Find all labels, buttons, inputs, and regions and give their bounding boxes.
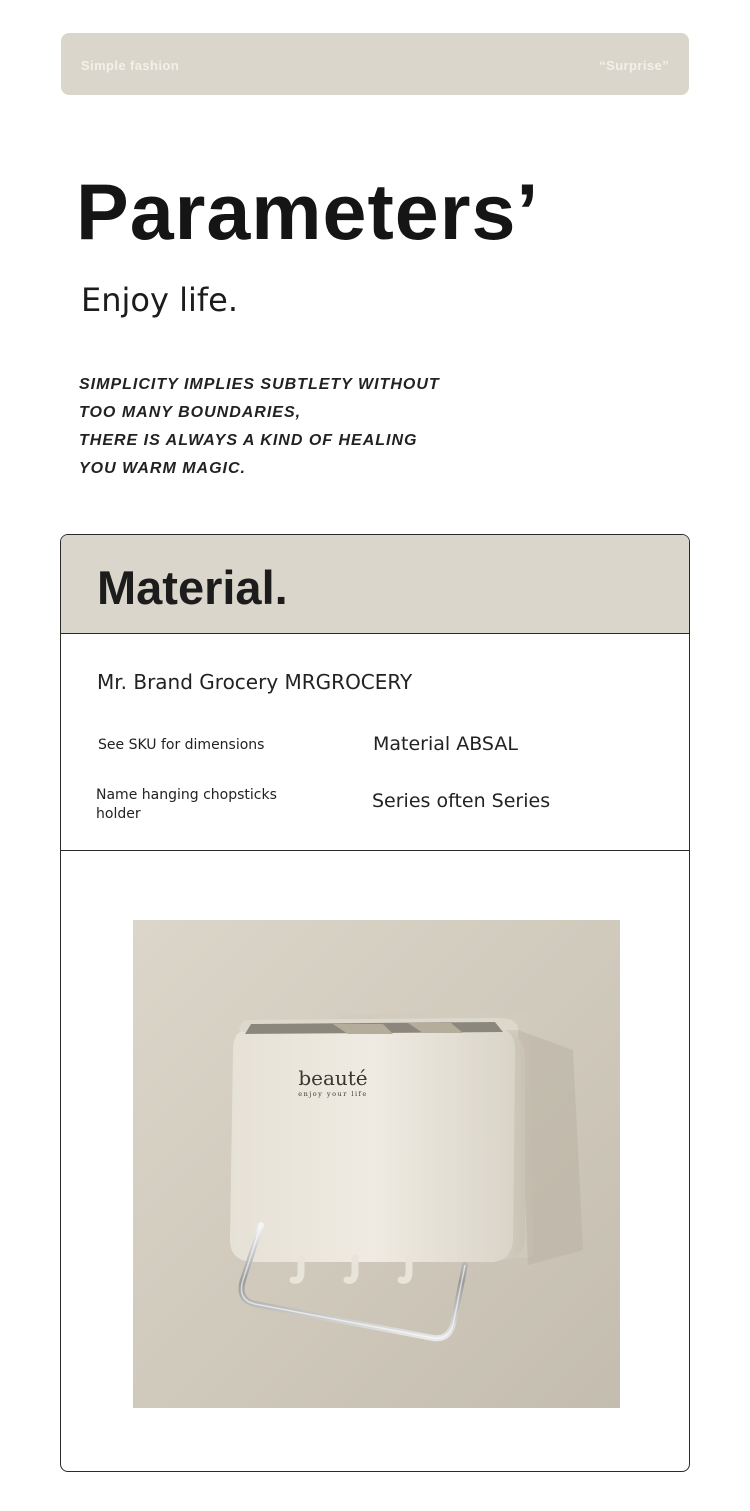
- param-series: Series often Series: [372, 790, 551, 812]
- param-name: Name hanging chopsticks holder: [96, 787, 277, 822]
- page-subtitle: Enjoy life.: [81, 281, 238, 319]
- tagline-line: TOO MANY BOUNDARIES,: [79, 404, 302, 421]
- tagline: [79, 371, 440, 483]
- parameters-table: [61, 634, 689, 851]
- product-photo: [133, 920, 620, 1408]
- banner-left-text: Simple fashion: [81, 58, 180, 73]
- tagline-line: SIMPLICITY IMPLIES SUBTLETY WITHOUT: [79, 376, 440, 393]
- param-brand: Mr. Brand Grocery MRGROCERY: [97, 670, 413, 694]
- brand-logo-text: beauté: [298, 1066, 368, 1090]
- param-dimensions: See SKU for dimensions: [98, 737, 265, 753]
- tagline-line: YOU WARM MAGIC.: [79, 460, 246, 477]
- param-material: Material ABSAL: [373, 733, 518, 755]
- page-title: Parameters’: [76, 167, 540, 256]
- tagline-line: THERE IS ALWAYS A KIND OF HEALING: [79, 432, 418, 449]
- card-header: [61, 535, 689, 634]
- chopsticks-holder-illustration: [133, 920, 620, 1408]
- card-heading: Material.: [97, 561, 288, 614]
- material-card: [60, 534, 690, 1472]
- brand-logo-tagline: enjoy your life: [298, 1090, 368, 1098]
- banner-right-text: “Surprise”: [599, 58, 669, 73]
- top-banner: [61, 33, 689, 95]
